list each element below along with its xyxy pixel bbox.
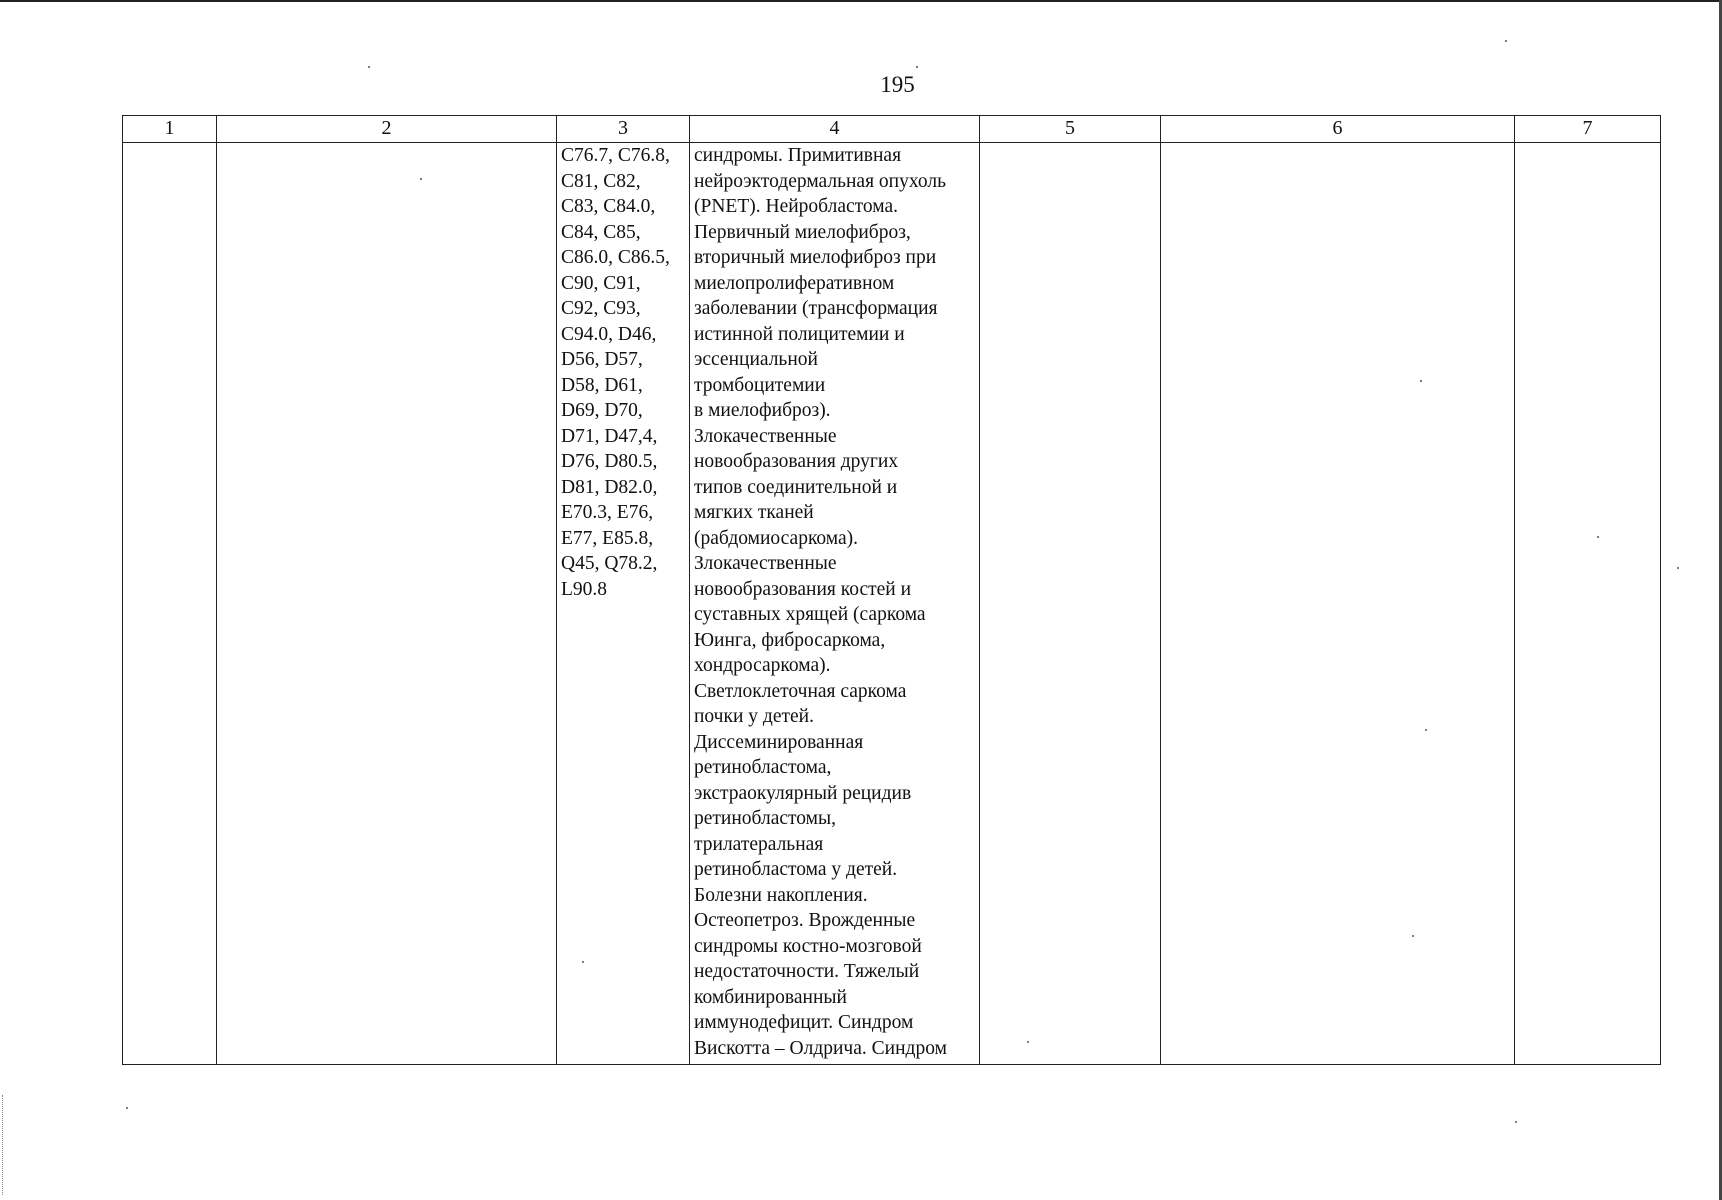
description-line: заболевании (трансформация (694, 298, 938, 319)
description-line: эссенциальной (694, 349, 818, 370)
cell-col-2 (217, 143, 557, 1065)
cell-diagnosis-codes (557, 143, 690, 1065)
scan-speck (1027, 1041, 1029, 1043)
diagnosis-code-line: D56, D57, (561, 349, 643, 370)
scan-speck (1505, 40, 1507, 42)
diagnosis-code-line: D69, D70, (561, 400, 643, 421)
description-line: трилатеральная (694, 833, 824, 855)
cell-col-1 (123, 143, 217, 1065)
description-line: новообразования других (694, 451, 899, 472)
diagnosis-code-line: L90.8 (561, 578, 608, 600)
description-line: тромбоцитемии (694, 374, 826, 396)
cell-col-7 (1515, 143, 1661, 1065)
description-line: нейроэктодермальная опухоль (694, 170, 946, 192)
description-line: Юинга, фибросаркома, (694, 629, 886, 651)
diagnosis-code-line: C94.0, D46, (561, 323, 657, 345)
scan-speck (1412, 935, 1414, 937)
header-col-5: 5 (980, 116, 1161, 143)
scan-speck (1425, 729, 1427, 731)
cell-col-6 (1161, 143, 1515, 1065)
diagnosis-code-line: C83, C84.0, (561, 196, 656, 217)
description-line: Первичный миелофиброз, (694, 221, 911, 243)
description-line: вторичный миелофиброз при (694, 247, 937, 268)
description-line: (рабдомиосаркома). (694, 527, 859, 549)
description-line: хондросаркома). (694, 655, 831, 676)
description-line: типов соединительной и (694, 476, 898, 498)
document-table (122, 115, 1661, 1065)
description-line: суставных хрящей (саркома (694, 604, 926, 625)
description-text (694, 143, 975, 1061)
diagnosis-code-line: E77, E85.8, (561, 527, 654, 549)
description-line: новообразования костей и (694, 578, 912, 600)
diagnosis-code-line: C76.7, C76.8, (561, 145, 670, 166)
scan-speck (1420, 380, 1422, 382)
scan-speck (582, 961, 584, 963)
description-line: Злокачественные (694, 553, 837, 574)
diagnosis-code-line: C92, C93, (561, 298, 641, 319)
header-col-6: 6 (1161, 116, 1515, 143)
description-line: почки у детей. (694, 706, 814, 727)
page-number: 195 (880, 72, 915, 97)
diagnosis-code-line: D76, D80.5, (561, 451, 658, 472)
description-line: синдромы. Примитивная (694, 145, 902, 166)
diagnosis-code-line: C84, C85, (561, 221, 641, 243)
scan-speck (1597, 536, 1599, 538)
diagnosis-code-line: D81, D82.0, (561, 476, 658, 498)
header-col-2: 2 (217, 116, 557, 143)
diagnosis-code-line: C90, C91, (561, 272, 641, 294)
description-line: ретинобластомы, (694, 808, 836, 829)
table-row (123, 143, 1661, 1065)
description-line: экстраокулярный рецидив (694, 782, 912, 804)
header-col-3: 3 (557, 116, 690, 143)
header-col-1: 1 (123, 116, 217, 143)
description-line: комбинированный (694, 986, 847, 1008)
description-line: недостаточности. Тяжелый (694, 961, 920, 982)
scan-speck (420, 178, 422, 180)
header-row (123, 116, 1661, 143)
description-line: ретинобластома у детей. (694, 859, 898, 880)
description-line: Злокачественные (694, 425, 837, 447)
description-line: миелопролиферативном (694, 272, 895, 294)
description-line: ретинобластома, (694, 757, 832, 778)
scan-speck (368, 66, 370, 68)
header-col-7: 7 (1515, 116, 1661, 143)
cell-col-5 (980, 143, 1161, 1065)
description-line: иммунодефицит. Синдром (694, 1012, 914, 1033)
scan-speck (916, 66, 918, 68)
description-line: синдромы костно-мозговой (694, 935, 922, 957)
description-line: Болезни накопления. (694, 884, 868, 906)
diagnosis-codes-list (561, 143, 685, 602)
diagnosis-code-line: D58, D61, (561, 374, 643, 396)
diagnosis-code-line: D71, D47,4, (561, 425, 658, 447)
description-line: Остеопетроз. Врожденные (694, 910, 916, 931)
header-col-4: 4 (690, 116, 980, 143)
scan-speck (1677, 567, 1679, 569)
diagnosis-code-line: E70.3, E76, (561, 502, 654, 523)
diagnosis-code-line: C81, C82, (561, 170, 641, 192)
description-line: Диссеминированная (694, 731, 864, 753)
description-line: в миелофиброз). (694, 400, 831, 421)
scan-border-left (2, 1095, 4, 1195)
description-line: Вискотта – Олдрича. Синдром (694, 1037, 947, 1059)
diagnosis-code-line: C86.0, C86.5, (561, 247, 670, 268)
description-line: Светлоклеточная саркома (694, 680, 907, 702)
description-line: (PNET). Нейробластома. (694, 196, 899, 217)
cell-description (690, 143, 980, 1065)
scan-speck (1515, 1121, 1517, 1123)
description-line: истинной полицитемии и (694, 323, 905, 345)
scan-speck (126, 1107, 128, 1109)
diagnosis-code-line: Q45, Q78.2, (561, 553, 658, 574)
description-line: мягких тканей (694, 502, 814, 523)
scan-border-top (0, 0, 1722, 2)
